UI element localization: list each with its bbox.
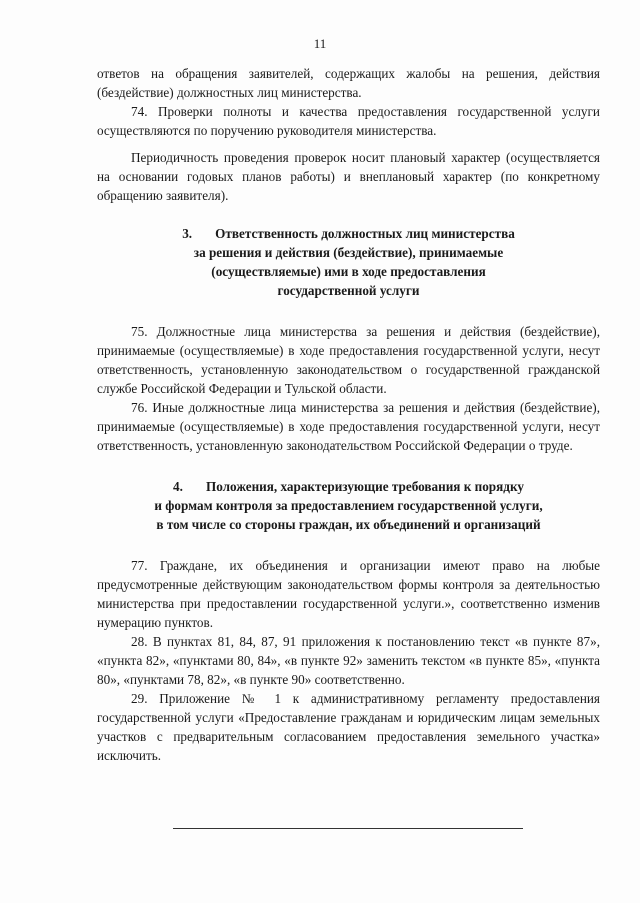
paragraph-76: 76. Иные должностные лица министерства за решения и действия (бездействие), принимаемые (осуществляемые) в ходе предоставления государственной услуги, несут ответственность, установленную законодательством Российской Федерации о труде. — [97, 400, 600, 453]
paragraph-29: 29. Приложение № 1 к административному регламенту предоставления государственной услуги «Предоставление гражданам и юридическим лицам земельных участков с предварительным согласованием предоставления земельного участка» исключить. — [97, 691, 600, 763]
end-divider — [173, 828, 523, 829]
page-number: 11 — [313, 36, 327, 51]
paragraph-75: 75. Должностные лица министерства за решения и действия (бездействие), принимаемые (осуществляемые) в ходе предоставления государственной услуги, несут ответственность, установленную законодательством о государственной гражданской службе Российской Федерации и Тульской области. — [97, 324, 600, 396]
section-4-heading-line: в том числе со стороны граждан, их объединений и организаций — [156, 517, 541, 532]
section-4-heading-line: 4. Положения, характеризующие требования к порядку — [173, 479, 524, 494]
paragraph-77: 77. Граждане, их объединения и организации имеют право на любые предусмотренные действующим законодательством формы контроля за деятельностью министерства при предоставлении государственной услуги.», соответственно изменив нумерацию пунктов. — [97, 558, 600, 630]
paragraph-74: 74. Проверки полноты и качества предоставления государственной услуги осуществляются по поручению руководителя министерства. — [97, 104, 600, 138]
section-3-heading-line: государственной услуги — [277, 283, 420, 298]
paragraph-intro: ответов на обращения заявителей, содержащих жалобы на решения, действия (бездействие) должностных лиц министерства. — [97, 66, 600, 100]
section-4-heading-line: и формам контроля за предоставлением государственной услуги, — [154, 498, 543, 513]
section-3-heading — [97, 224, 600, 300]
document-body — [97, 64, 600, 765]
section-3-heading-line: 3. Ответственность должностных лиц министерства — [182, 226, 515, 241]
paragraph-28: 28. В пунктах 81, 84, 87, 91 приложения к постановлению текст «в пункте 87», «пункта 82», «пунктами 80, 84», «в пункте 92» заменить текстом «в пункте 85», «пункта 80», «пунктами 78, 82», «в пункте 90» соответственно. — [97, 634, 600, 687]
section-3-heading-line: за решения и действия (бездействие), принимаемые — [193, 245, 504, 260]
section-4-heading — [97, 477, 600, 534]
section-3-heading-line: (осуществляемые) ими в ходе предоставления — [211, 264, 486, 279]
paragraph-periodicity: Периодичность проведения проверок носит плановый характер (осуществляется на основании годовых планов работы) и внеплановый характер (по конкретному обращению заявителя). — [97, 150, 600, 203]
